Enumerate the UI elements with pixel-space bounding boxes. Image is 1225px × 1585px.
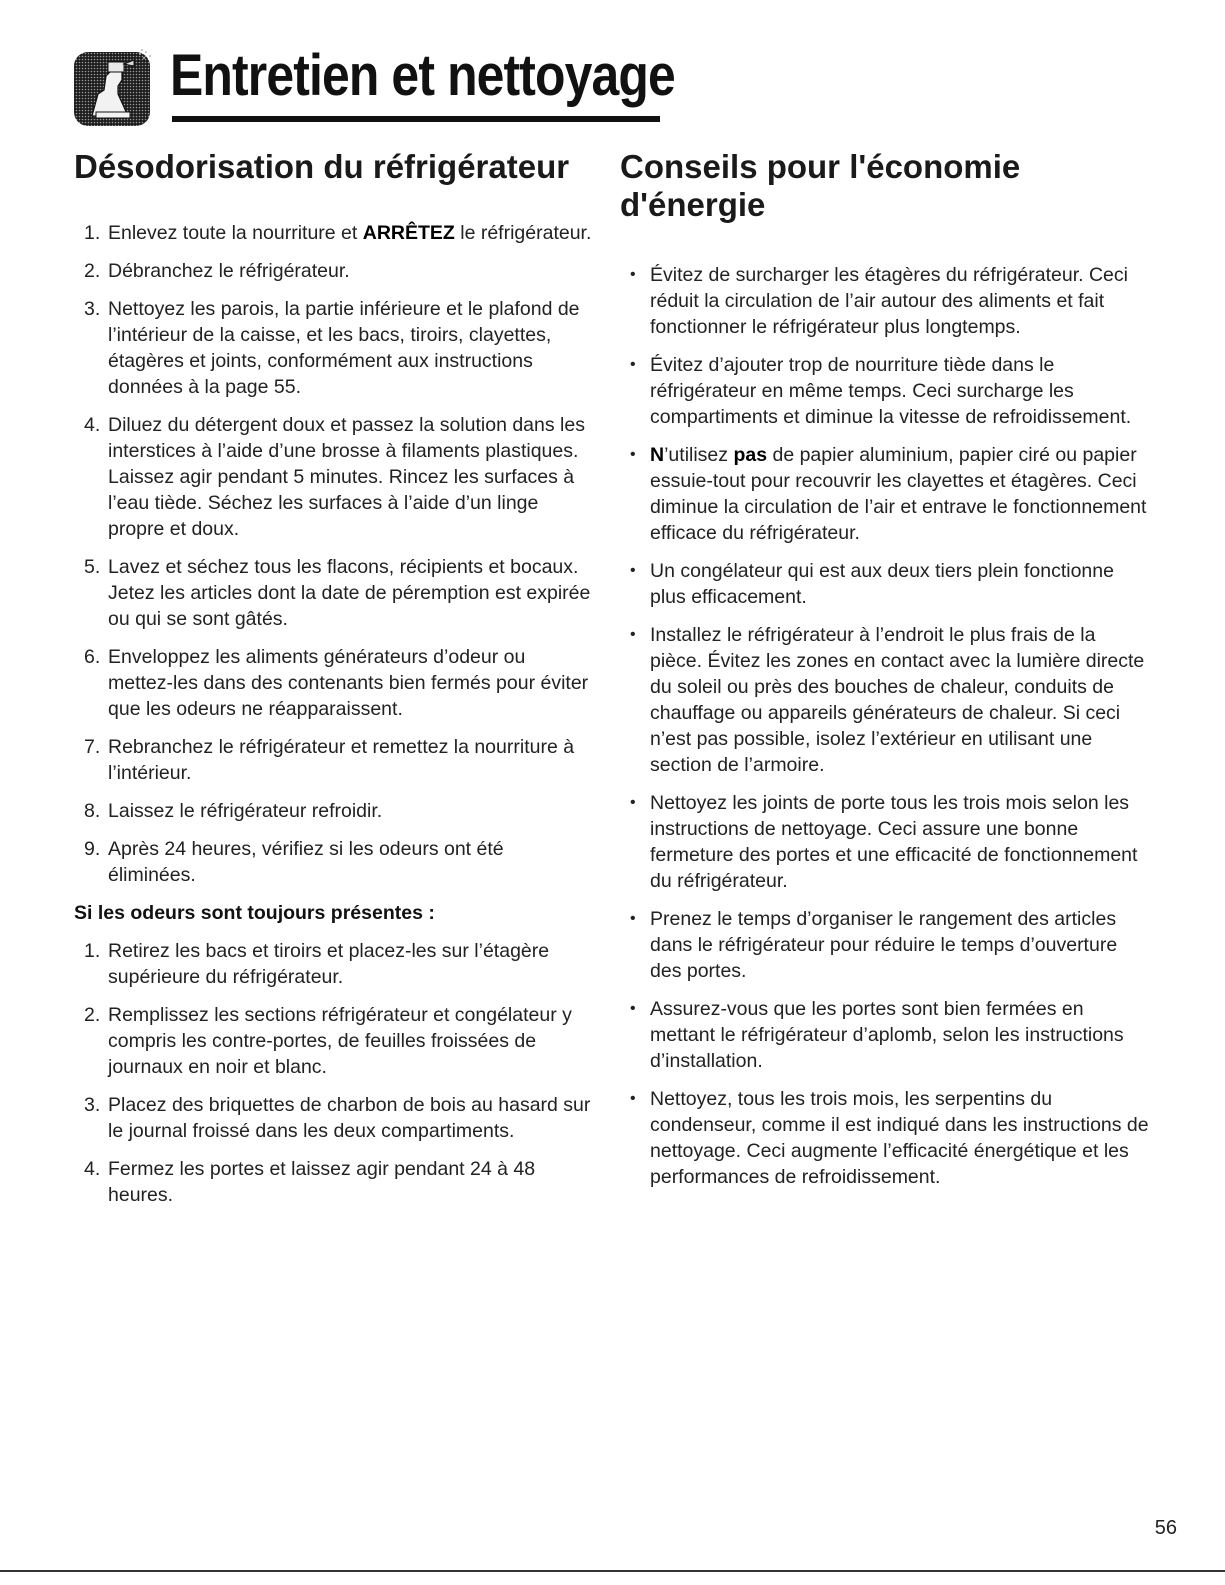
text-run: Évitez de surcharger les étagères du réfrigérateur. Ceci réduit la circulation de l’air autour des aliments et fait fonctionner le réfrigérateur plus longtemps. [650, 264, 1128, 338]
bullet-icon: • [630, 266, 636, 283]
emphasis-text: ARRÊTEZ [362, 222, 455, 244]
step-item [74, 220, 594, 246]
bullet-icon: • [630, 562, 636, 579]
step-number: 9. [84, 838, 101, 860]
tip-item [620, 622, 1150, 778]
title-underline [172, 116, 660, 122]
cleaning-spray-icon [72, 46, 154, 128]
text-run: de papier aluminium, papier ciré ou papier essuie-tout pour recouvrir les clayettes et étagères. Ceci diminue la circulation de l’air et entrave le fonctionnement efficace du réfrigérateur. [650, 444, 1147, 544]
text-run: Débranchez le réfrigérateur. [108, 260, 350, 282]
page-number: 56 [1154, 1517, 1177, 1539]
bullet-icon: • [630, 910, 636, 927]
text-run: Placez des briquettes de charbon de bois au hasard sur le journal froissé dans les deux compartiments. [108, 1094, 591, 1142]
text-run: Enveloppez les aliments générateurs d’odeur ou mettez-les dans des contenants bien fermés pour éviter que les odeurs ne réapparaissent. [108, 646, 589, 720]
text-run: Nettoyez, tous les trois mois, les serpentins du condenseur, comme il est indiqué dans les instructions de nettoyage. Ceci augmente l’efficacité énergétique et les performances de refroidissement. [650, 1088, 1149, 1188]
step-number: 5. [84, 556, 101, 578]
odor-persist-subtitle: Si les odeurs sont toujours présentes : [74, 902, 435, 924]
bullet-icon: • [630, 1000, 636, 1017]
text-run: le réfrigérateur. [454, 222, 592, 244]
deodorize-title: Désodorisation du réfrigérateur [74, 148, 570, 185]
text-run: Après 24 heures, vérifiez si les odeurs ont été éliminées. [108, 838, 504, 886]
bullet-icon: • [630, 1090, 636, 1107]
text-run: Prenez le temps d’organiser le rangement des articles dans le réfrigérateur pour réduire le temps d’ouverture des portes. [650, 908, 1118, 982]
tip-item [620, 996, 1150, 1074]
text-run: Retirez les bacs et tiroirs et placez-les sur l’étagère supérieure du réfrigérateur. [108, 940, 550, 988]
step-item [74, 938, 594, 990]
deodorize-steps [74, 220, 594, 888]
text-run: Lavez et séchez tous les flacons, récipients et bocaux. Jetez les articles dont la date de péremption est expirée ou qui se sont gâtés. [108, 556, 591, 630]
emphasis-text: pas [733, 444, 768, 466]
step-item [74, 1002, 594, 1080]
step-number: 3. [84, 1094, 101, 1116]
tip-item [620, 442, 1150, 546]
bullet-icon: • [630, 446, 636, 463]
tip-item [620, 558, 1150, 610]
tip-item [620, 1086, 1150, 1190]
step-number: 4. [84, 414, 101, 436]
text-run: Évitez d’ajouter trop de nourriture tiède dans le réfrigérateur en même temps. Ceci surcharge les compartiments et diminue la vitesse de refroidissement. [650, 354, 1132, 428]
step-number: 3. [84, 298, 101, 320]
bullet-icon: • [630, 356, 636, 373]
text-run: Installez le réfrigérateur à l’endroit le plus frais de la pièce. Évitez les zones en contact avec la lumière directe du soleil ou près des bouches de chaleur, conduits de chauffage ou appareils générateurs de chaleur. Si ceci n’est pas possible, isolez l’extérieur en utilisant une section de l’armoire. [650, 624, 1145, 776]
step-item [74, 412, 594, 542]
step-item [74, 798, 594, 824]
tip-item [620, 906, 1150, 984]
step-number: 1. [84, 940, 101, 962]
energy-section [620, 148, 1150, 1202]
deodorize-section [74, 148, 594, 1220]
step-number: 2. [84, 260, 101, 282]
text-run: Nettoyez les parois, la partie inférieure et le plafond de l’intérieur de la caisse, et les bacs, tiroirs, clayettes, étagères et joints, conformément aux instructions données à la page 55. [108, 298, 580, 398]
step-item [74, 1156, 594, 1208]
tip-item [620, 352, 1150, 430]
odor-persist-steps [74, 938, 594, 1208]
emphasis-text: N [650, 444, 665, 466]
step-number: 2. [84, 1004, 101, 1026]
text-run: Un congélateur qui est aux deux tiers plein fonctionne plus efficacement. [650, 560, 1114, 608]
text-run: Laissez le réfrigérateur refroidir. [108, 800, 383, 822]
bullet-icon: • [630, 626, 636, 643]
text-run: Remplissez les sections réfrigérateur et congélateur y compris les contre-portes, de feuilles froissées de journaux en noir et blanc. [108, 1004, 572, 1078]
step-item [74, 1092, 594, 1144]
step-item [74, 836, 594, 888]
text-run: ’utilisez [664, 444, 734, 466]
bottom-rule [0, 1570, 1225, 1572]
step-item [74, 734, 594, 786]
page-header [72, 42, 675, 132]
step-number: 7. [84, 736, 101, 758]
text-run: Fermez les portes et laissez agir pendant 24 à 48 heures. [108, 1158, 536, 1206]
page-title: Entretien et nettoyage [170, 43, 675, 108]
text-run: Diluez du détergent doux et passez la solution dans les interstices à l’aide d’une brosse à filaments plastiques. Laissez agir pendant 5 minutes. Rincez les surfaces à l’eau tiède. Séchez les surfaces à l’aide d’un linge propre et doux. [108, 414, 585, 540]
text-run: Enlevez toute la nourriture et [108, 222, 363, 244]
step-number: 6. [84, 646, 101, 668]
step-number: 4. [84, 1158, 101, 1180]
tip-item [620, 790, 1150, 894]
energy-title: Conseils pour l'économie d'énergie [620, 148, 1021, 223]
step-item [74, 554, 594, 632]
tip-item [620, 262, 1150, 340]
step-number: 1. [84, 222, 101, 244]
step-item [74, 296, 594, 400]
step-item [74, 644, 594, 722]
step-number: 8. [84, 800, 101, 822]
energy-tips [620, 262, 1150, 1190]
step-item [74, 258, 594, 284]
text-run: Rebranchez le réfrigérateur et remettez la nourriture à l’intérieur. [108, 736, 575, 784]
bullet-icon: • [630, 794, 636, 811]
text-run: Nettoyez les joints de porte tous les trois mois selon les instructions de nettoyage. Ceci assure une bonne fermeture des portes et une efficacité de fonctionnement du réfrigérateur. [650, 792, 1138, 892]
text-run: Assurez-vous que les portes sont bien fermées en mettant le réfrigérateur d’aplomb, selon les instructions d’installation. [650, 998, 1124, 1072]
